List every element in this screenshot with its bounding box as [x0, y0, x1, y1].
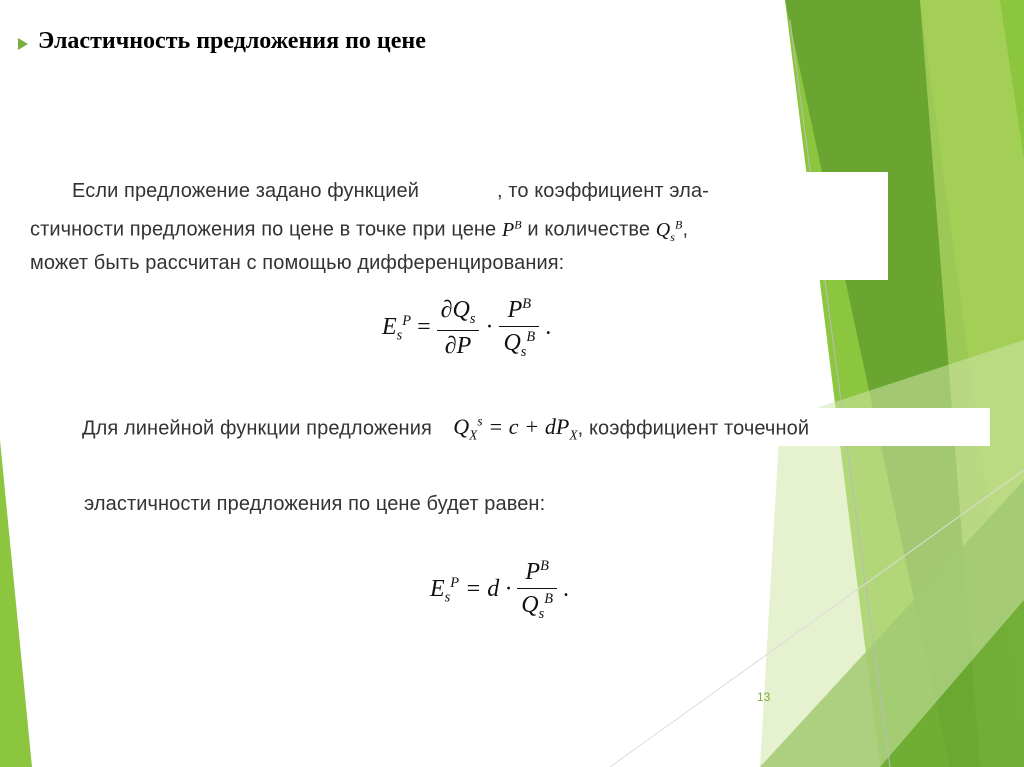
title-bullet-icon: [18, 38, 28, 50]
page-number: 13: [757, 690, 771, 704]
block1-line1-b: , то коэффициент эла-: [496, 180, 709, 202]
linear-supply-formula: $Q_X^s = c + dP_X$: [453, 414, 578, 443]
formula-linear-elasticity: $E_s^P = d$ · $\frac{P^B}{Q_s^B}$ .: [430, 558, 570, 622]
block1-line1-a: Если предложение задано функцией: [72, 180, 419, 202]
text-block-1: Если предложение задано функцией , то коэффициент эла- стичности предложения по цене в точке при цене $P^B$ и количестве $Q_s^B$, может быть рассчитан с помощью дифференцирования:: [22, 172, 888, 280]
block1-line2-b: и количестве: [527, 218, 651, 241]
block2-text-b: , коэффициент точечной: [577, 417, 810, 440]
text-block-2: [74, 408, 990, 446]
price-symbol: $P^B$: [501, 217, 522, 241]
slide-title: Эластичность предложения по цене: [38, 28, 426, 54]
block1-line3: может быть рассчитан с помощью дифференцирования:: [30, 252, 565, 274]
block1-line2-a: стичности предложения по цене в точке при цене: [30, 218, 497, 241]
quantity-symbol: $Q_s^B$: [655, 217, 683, 244]
formula-elasticity-derivative: $E_s^P$ = $\frac{\partial Q_s}{\partial P}$ · $\frac{P^B}{Q_s^B}$ .: [382, 296, 552, 360]
block2-line2: эластичности предложения по цене будет равен:: [84, 493, 546, 515]
block2-text-a: Для линейной функции предложения: [82, 417, 432, 440]
left-green-triangle: [0, 440, 32, 767]
